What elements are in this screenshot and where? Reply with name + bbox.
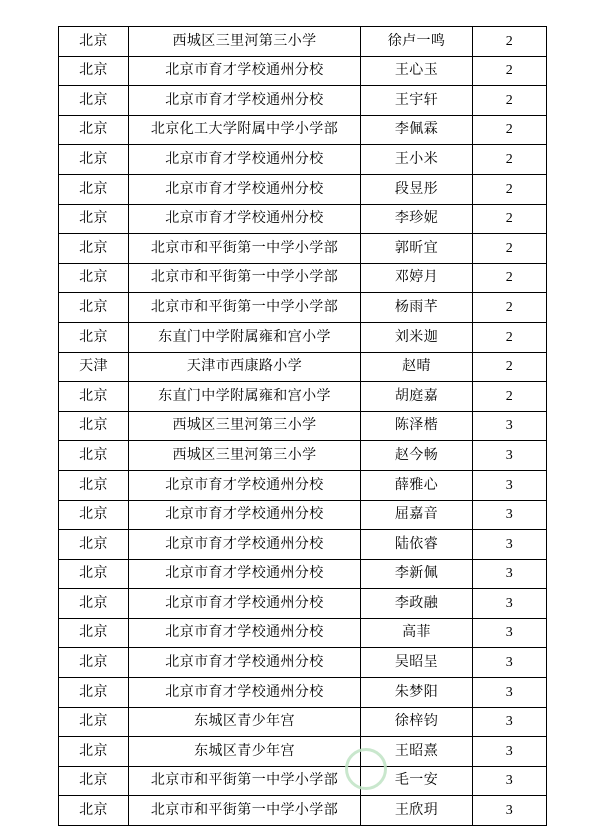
cell-school: 北京市育才学校通州分校 <box>129 648 361 678</box>
cell-name: 陆依睿 <box>361 530 473 560</box>
table-row <box>59 500 547 530</box>
cell-grade: 2 <box>473 86 547 116</box>
cell-grade: 3 <box>473 678 547 708</box>
cell-region: 北京 <box>59 322 129 352</box>
roster-table <box>58 26 547 826</box>
cell-school: 西城区三里河第三小学 <box>129 411 361 441</box>
cell-grade: 2 <box>473 263 547 293</box>
cell-region: 北京 <box>59 56 129 86</box>
cell-school: 北京化工大学附属中学小学部 <box>129 115 361 145</box>
cell-name: 李珍妮 <box>361 204 473 234</box>
cell-grade: 2 <box>473 27 547 57</box>
cell-name: 吴昭呈 <box>361 648 473 678</box>
cell-school: 东直门中学附属雍和宫小学 <box>129 322 361 352</box>
cell-name: 朱梦阳 <box>361 678 473 708</box>
cell-region: 北京 <box>59 678 129 708</box>
cell-name: 徐卢一鸣 <box>361 27 473 57</box>
cell-grade: 3 <box>473 707 547 737</box>
cell-school: 北京市和平街第一中学小学部 <box>129 234 361 264</box>
cell-school: 北京市育才学校通州分校 <box>129 86 361 116</box>
roster-table-body <box>59 27 547 826</box>
cell-name: 赵今畅 <box>361 441 473 471</box>
cell-name: 杨雨芊 <box>361 293 473 323</box>
cell-grade: 2 <box>473 115 547 145</box>
cell-region: 北京 <box>59 145 129 175</box>
cell-school: 东直门中学附属雍和宫小学 <box>129 382 361 412</box>
cell-region: 北京 <box>59 766 129 796</box>
cell-grade: 2 <box>473 174 547 204</box>
cell-region: 北京 <box>59 530 129 560</box>
cell-name: 高菲 <box>361 618 473 648</box>
cell-name: 王心玉 <box>361 56 473 86</box>
cell-school: 西城区三里河第三小学 <box>129 27 361 57</box>
cell-region: 北京 <box>59 382 129 412</box>
cell-school: 北京市和平街第一中学小学部 <box>129 796 361 826</box>
cell-grade: 3 <box>473 766 547 796</box>
table-row <box>59 293 547 323</box>
cell-name: 毛一安 <box>361 766 473 796</box>
cell-region: 北京 <box>59 470 129 500</box>
cell-name: 李新佩 <box>361 559 473 589</box>
cell-school: 天津市西康路小学 <box>129 352 361 382</box>
cell-school: 北京市育才学校通州分校 <box>129 559 361 589</box>
cell-school: 北京市育才学校通州分校 <box>129 174 361 204</box>
cell-grade: 2 <box>473 234 547 264</box>
table-row <box>59 145 547 175</box>
table-row <box>59 352 547 382</box>
table-row <box>59 263 547 293</box>
table-row <box>59 766 547 796</box>
cell-name: 刘米迦 <box>361 322 473 352</box>
cell-grade: 3 <box>473 618 547 648</box>
table-row <box>59 27 547 57</box>
cell-name: 屈嘉音 <box>361 500 473 530</box>
cell-grade: 3 <box>473 648 547 678</box>
table-row <box>59 56 547 86</box>
cell-region: 北京 <box>59 115 129 145</box>
cell-school: 北京市育才学校通州分校 <box>129 145 361 175</box>
table-row <box>59 322 547 352</box>
cell-school: 北京市育才学校通州分校 <box>129 470 361 500</box>
cell-grade: 3 <box>473 737 547 767</box>
cell-school: 北京市育才学校通州分校 <box>129 678 361 708</box>
cell-grade: 3 <box>473 500 547 530</box>
table-row <box>59 530 547 560</box>
cell-school: 东城区青少年宫 <box>129 707 361 737</box>
cell-grade: 3 <box>473 530 547 560</box>
table-row <box>59 204 547 234</box>
table-row <box>59 234 547 264</box>
cell-name: 薛雅心 <box>361 470 473 500</box>
cell-region: 北京 <box>59 263 129 293</box>
cell-name: 邓婷月 <box>361 263 473 293</box>
table-row <box>59 470 547 500</box>
table-row <box>59 382 547 412</box>
cell-grade: 3 <box>473 559 547 589</box>
table-row <box>59 737 547 767</box>
cell-name: 王宇轩 <box>361 86 473 116</box>
cell-grade: 2 <box>473 56 547 86</box>
table-row <box>59 86 547 116</box>
table-row <box>59 441 547 471</box>
cell-region: 北京 <box>59 559 129 589</box>
cell-school: 北京市和平街第一中学小学部 <box>129 766 361 796</box>
cell-grade: 2 <box>473 204 547 234</box>
cell-grade: 3 <box>473 470 547 500</box>
cell-name: 段昱彤 <box>361 174 473 204</box>
cell-region: 北京 <box>59 27 129 57</box>
cell-name: 郭昕宜 <box>361 234 473 264</box>
table-row <box>59 174 547 204</box>
cell-grade: 2 <box>473 322 547 352</box>
cell-region: 北京 <box>59 293 129 323</box>
cell-grade: 2 <box>473 293 547 323</box>
cell-school: 北京市育才学校通州分校 <box>129 204 361 234</box>
cell-school: 北京市和平街第一中学小学部 <box>129 293 361 323</box>
cell-region: 北京 <box>59 796 129 826</box>
cell-region: 北京 <box>59 86 129 116</box>
cell-school: 北京市和平街第一中学小学部 <box>129 263 361 293</box>
cell-school: 北京市育才学校通州分校 <box>129 589 361 619</box>
cell-grade: 3 <box>473 411 547 441</box>
table-row <box>59 707 547 737</box>
cell-school: 北京市育才学校通州分校 <box>129 530 361 560</box>
table-row <box>59 411 547 441</box>
cell-name: 徐梓钧 <box>361 707 473 737</box>
cell-grade: 3 <box>473 441 547 471</box>
cell-school: 北京市育才学校通州分校 <box>129 618 361 648</box>
cell-name: 王小米 <box>361 145 473 175</box>
table-row <box>59 115 547 145</box>
cell-school: 北京市育才学校通州分校 <box>129 56 361 86</box>
cell-region: 北京 <box>59 441 129 471</box>
cell-grade: 2 <box>473 382 547 412</box>
table-row <box>59 589 547 619</box>
cell-name: 王昭熹 <box>361 737 473 767</box>
cell-grade: 2 <box>473 145 547 175</box>
cell-school: 东城区青少年宫 <box>129 737 361 767</box>
cell-name: 李政融 <box>361 589 473 619</box>
cell-region: 北京 <box>59 737 129 767</box>
cell-region: 北京 <box>59 411 129 441</box>
cell-grade: 3 <box>473 589 547 619</box>
cell-region: 北京 <box>59 618 129 648</box>
cell-region: 北京 <box>59 174 129 204</box>
cell-region: 北京 <box>59 707 129 737</box>
cell-name: 李佩霖 <box>361 115 473 145</box>
cell-region: 北京 <box>59 589 129 619</box>
table-row <box>59 618 547 648</box>
cell-region: 北京 <box>59 648 129 678</box>
cell-name: 陈泽楷 <box>361 411 473 441</box>
table-row <box>59 648 547 678</box>
cell-school: 北京市育才学校通州分校 <box>129 500 361 530</box>
cell-region: 天津 <box>59 352 129 382</box>
cell-name: 王欣玥 <box>361 796 473 826</box>
table-row <box>59 559 547 589</box>
cell-grade: 3 <box>473 796 547 826</box>
cell-name: 胡庭嘉 <box>361 382 473 412</box>
cell-grade: 2 <box>473 352 547 382</box>
cell-region: 北京 <box>59 500 129 530</box>
cell-region: 北京 <box>59 234 129 264</box>
cell-region: 北京 <box>59 204 129 234</box>
cell-name: 赵晴 <box>361 352 473 382</box>
cell-school: 西城区三里河第三小学 <box>129 441 361 471</box>
table-row <box>59 678 547 708</box>
